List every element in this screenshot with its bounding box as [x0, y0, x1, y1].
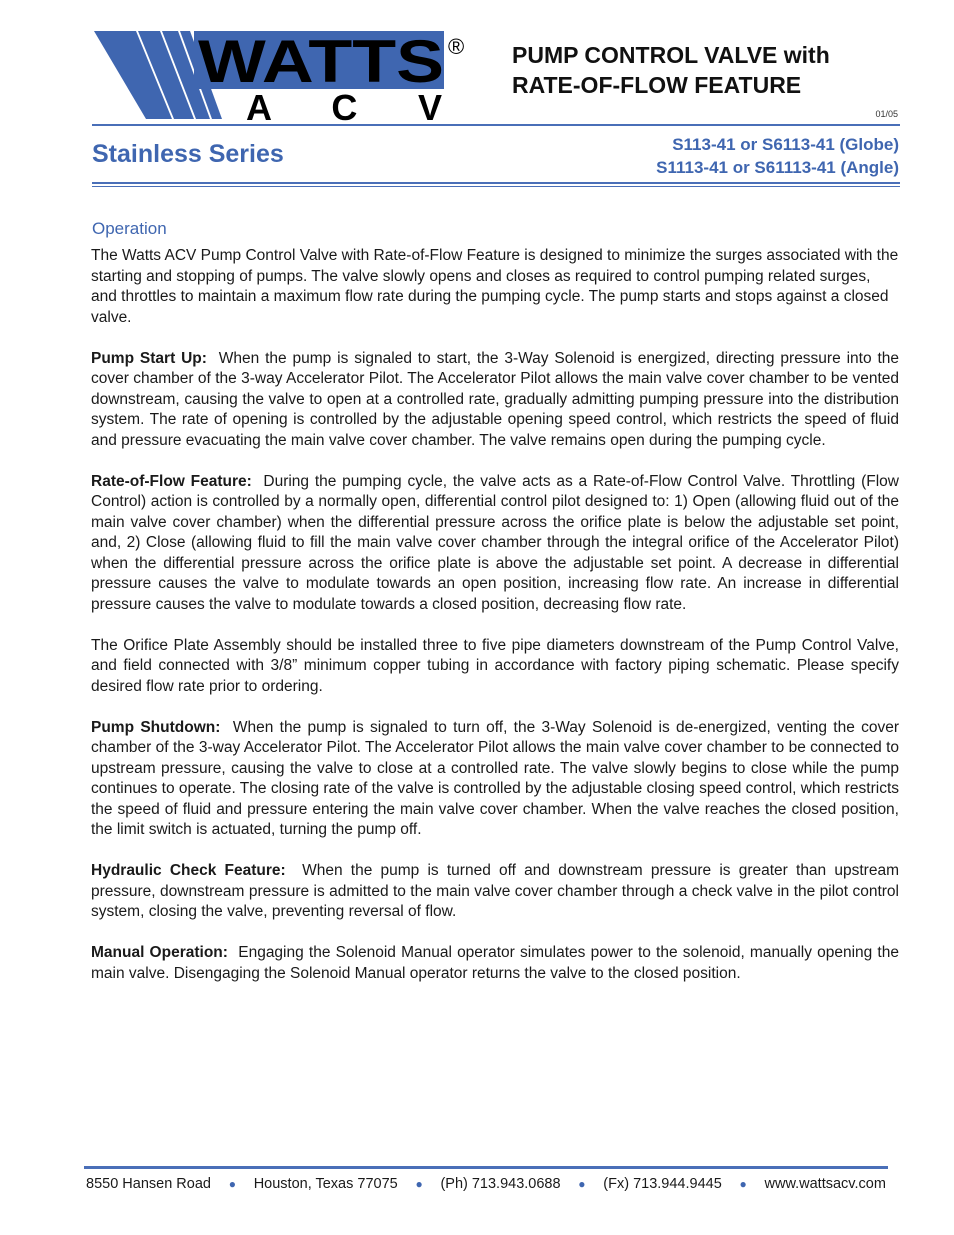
series-title: Stainless Series	[92, 140, 284, 168]
paragraph-manual-operation	[91, 943, 899, 984]
header-divider	[92, 124, 900, 126]
paragraph-intro: The Watts ACV Pump Control Valve with Rate-of-Flow Feature is designed to minimize the surges associated with the starting and stopping of pumps. The valve slowly opens and closes as required to control pumping related surges, and throttles to maintain a maximum flow rate during the pumping cycle. The pump starts and stops against a closed valve.	[91, 247, 899, 326]
label-hydraulic-check: Hydraulic Check Feature:	[91, 862, 286, 879]
model-globe: S113-41 or S6113-41 (Globe)	[672, 135, 899, 154]
model-numbers	[656, 133, 899, 179]
label-rate-of-flow: Rate-of-Flow Feature:	[91, 472, 252, 490]
text-pump-shutdown: When the pump is signaled to turn off, the 3-Way Solenoid is de-energized, venting the cover chamber of the 3-way Accelerator Pilot. The Accelerator Pilot allows the main valve cover chamber to be connected to upstream pressure, causing the valve to close at a controlled rate. The valve slowly begins to close while the pump continues to operate. The closing rate of the valve is controlled by the adjustable closing speed control, which restricts the speed of fluid and pressure entering the main valve cover chamber. When the valve reaches the closed position, the limit switch is actuated, turning the pump off.	[91, 718, 899, 838]
document-title	[512, 40, 912, 100]
text-pump-start-up: When the pump is signaled to start, the 3-Way Solenoid is energized, directing pressure into the cover chamber of the 3-way Accelerator Pilot. The Accelerator Pilot allows the main valve cover chamber to be vented downstream, causing the valve to open at a controlled rate, gradually admitting pumping pressure into the distribution system. The rate of opening is controlled by the adjustable opening speed control, which restricts the speed of fluid and pressure evacuating the main valve cover chamber. The valve remains open during the pumping cycle.	[91, 349, 899, 449]
section-heading-operation: Operation	[92, 219, 167, 238]
paragraph-hydraulic-check	[91, 861, 899, 923]
series-divider-thin	[92, 186, 900, 187]
watts-acv-logo	[94, 28, 474, 122]
text-hydraulic-check: When the pump is turned off and downstream pressure is greater than upstream pressure, downstream pressure is admitted to the main valve cover chamber through a check valve in the pilot control system, closing the valve, preventing reversal of flow.	[91, 862, 899, 920]
bullet-icon: ●	[228, 1177, 236, 1191]
footer-divider	[84, 1166, 888, 1169]
label-pump-start-up: Pump Start Up:	[91, 349, 207, 367]
logo-subtitle: A C V	[246, 87, 442, 122]
registered-mark: ®	[448, 34, 465, 59]
paragraph-orifice-plate: The Orifice Plate Assembly should be installed three to five pipe diameters downstream of the Pump Control Valve, and field connected with 3/8” minimum copper tubing in accordance with factory piping schematic. Please specify desired flow rate prior to ordering.	[91, 636, 899, 695]
footer-contact	[86, 1176, 886, 1192]
series-divider-thick	[92, 182, 900, 184]
bullet-icon: ●	[415, 1177, 423, 1191]
label-pump-shutdown: Pump Shutdown:	[91, 718, 221, 736]
footer-fax: (Fx) 713.944.9445	[603, 1176, 722, 1192]
bullet-icon: ●	[578, 1177, 586, 1191]
revision-date: 01/05	[875, 109, 898, 119]
label-manual-operation: Manual Operation:	[91, 944, 228, 961]
footer-website: www.wattsacv.com	[764, 1176, 886, 1192]
paragraph-pump-shutdown	[91, 718, 899, 841]
paragraph-rate-of-flow	[91, 472, 899, 616]
footer-address: 8550 Hansen Road	[86, 1176, 211, 1192]
text-rate-of-flow: During the pumping cycle, the valve acts as a Rate-of-Flow Control Valve. Throttling (Flow Control) action is controlled by a normally open, differential control pilot designed to: 1) Open (allowing fluid out of the main valve cover chamber) when the differential pressure across the orifice plate is below the adjustable set point, and, 2) Close (allowing fluid to fill the main valve cover chamber through the integral orifice of the Accelerator Pilot) when the differential pressure across the orifice plate is above the adjustable set point. A decrease in differential pressure causes the valve to modulate towards an open position, increasing flow rate. An increase in differential pressure causes the valve to modulate towards a closed position, decreasing flow rate.	[91, 472, 899, 613]
bullet-icon: ●	[739, 1177, 747, 1191]
footer-city: Houston, Texas 77075	[253, 1176, 398, 1192]
footer-phone: (Ph) 713.943.0688	[440, 1176, 561, 1192]
logo-wordmark: WATTS	[198, 28, 444, 95]
model-angle: S1113-41 or S61113-41 (Angle)	[656, 158, 899, 177]
paragraph-pump-start-up	[91, 349, 899, 452]
text-manual-operation: Engaging the Solenoid Manual operator simulates power to the solenoid, manually opening the main valve. Disengaging the Solenoid Manual operator returns the valve to the closed position.	[91, 944, 899, 982]
body-text	[91, 246, 899, 1005]
document-title-line-2: RATE-OF-FLOW FEATURE	[512, 72, 802, 98]
document-title-line-1: PUMP CONTROL VALVE with	[512, 42, 830, 68]
